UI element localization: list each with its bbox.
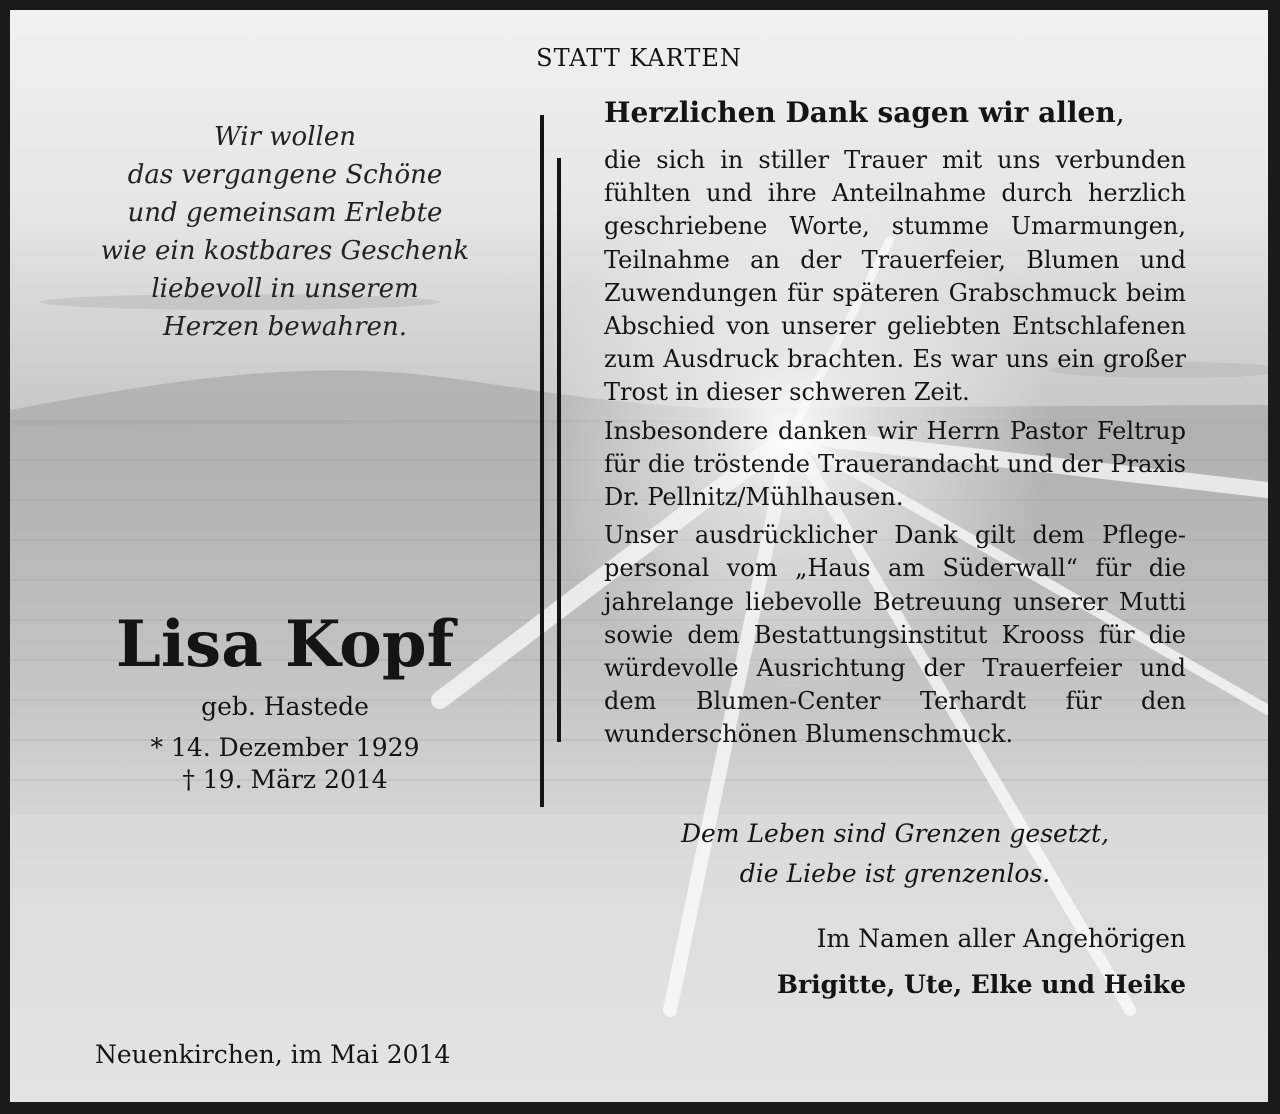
poem-line: Herzen bewahren. <box>163 312 407 342</box>
divider-line-long <box>540 115 544 807</box>
memorial-poem <box>60 118 510 346</box>
notice-header: STATT KARTEN <box>536 44 742 72</box>
place-and-date: Neuenkirchen, im Mai 2014 <box>95 1040 451 1069</box>
closing-quote <box>610 814 1180 894</box>
thanks-heading-comma: , <box>1115 96 1125 129</box>
divider-line-short <box>557 158 561 742</box>
thanks-paragraph: Insbesondere danken wir Herrn Pastor Feltrup für die tröstende Trauerandacht und der Praxis Dr. Pellnitz/Mühlhausen. <box>604 416 1186 512</box>
life-dates <box>60 732 510 796</box>
poem-line: liebevoll in unserem <box>151 274 419 304</box>
thanks-paragraph: Unser ausdrücklicher Dank gilt dem Pflegepersonal vom „Haus am Süderwall“ für die jahrelange liebevolle Betreuung unserer Mutti sowie dem Bestattungsinstitut Krooss für die würdevolle Ausrichtung der Trauerfeier und dem Blumen-Center Terhardt für den wunderschönen Blumenschmuck. <box>604 521 1186 749</box>
poem-line: wie ein kostbares Geschenk <box>100 236 470 266</box>
poem-line: Wir wollen <box>214 122 356 152</box>
death-date: † 19. März 2014 <box>182 765 388 794</box>
obituary-card <box>10 10 1268 1102</box>
birth-date: * 14. Dezember 1929 <box>150 733 420 762</box>
signers-names: Brigitte, Ute, Elke und Heike <box>776 970 1186 999</box>
quote-line: die Liebe ist grenzenlos. <box>739 859 1051 888</box>
thanks-heading <box>604 96 1125 129</box>
signoff-line: Im Namen aller Angehörigen <box>816 924 1186 953</box>
poem-line: und gemeinsam Erlebte <box>127 198 443 228</box>
thanks-paragraph: die sich in stiller Trauer mit uns verbunden fühlten und ihre Anteilnahme durch herzlich geschriebene Worte, stumme Umarmungen, Teilnahme an der Trauerfeier, Blumen und Zuwendungen für späteren Grabschmuck beim Abschied von unserer geliebten Entschlafenen zum Ausdruck brachten. Es war uns ein großer Trost in dieser schweren Zeit. <box>604 146 1186 407</box>
quote-line: Dem Leben sind Grenzen gesetzt, <box>680 819 1110 848</box>
deceased-name: Lisa Kopf <box>115 607 455 682</box>
thanks-heading-text: Herzlichen Dank sagen wir allen <box>604 96 1116 129</box>
thanks-body <box>604 144 1186 757</box>
poem-line: das vergangene Schöne <box>127 160 443 190</box>
birth-name: geb. Hastede <box>201 692 369 721</box>
